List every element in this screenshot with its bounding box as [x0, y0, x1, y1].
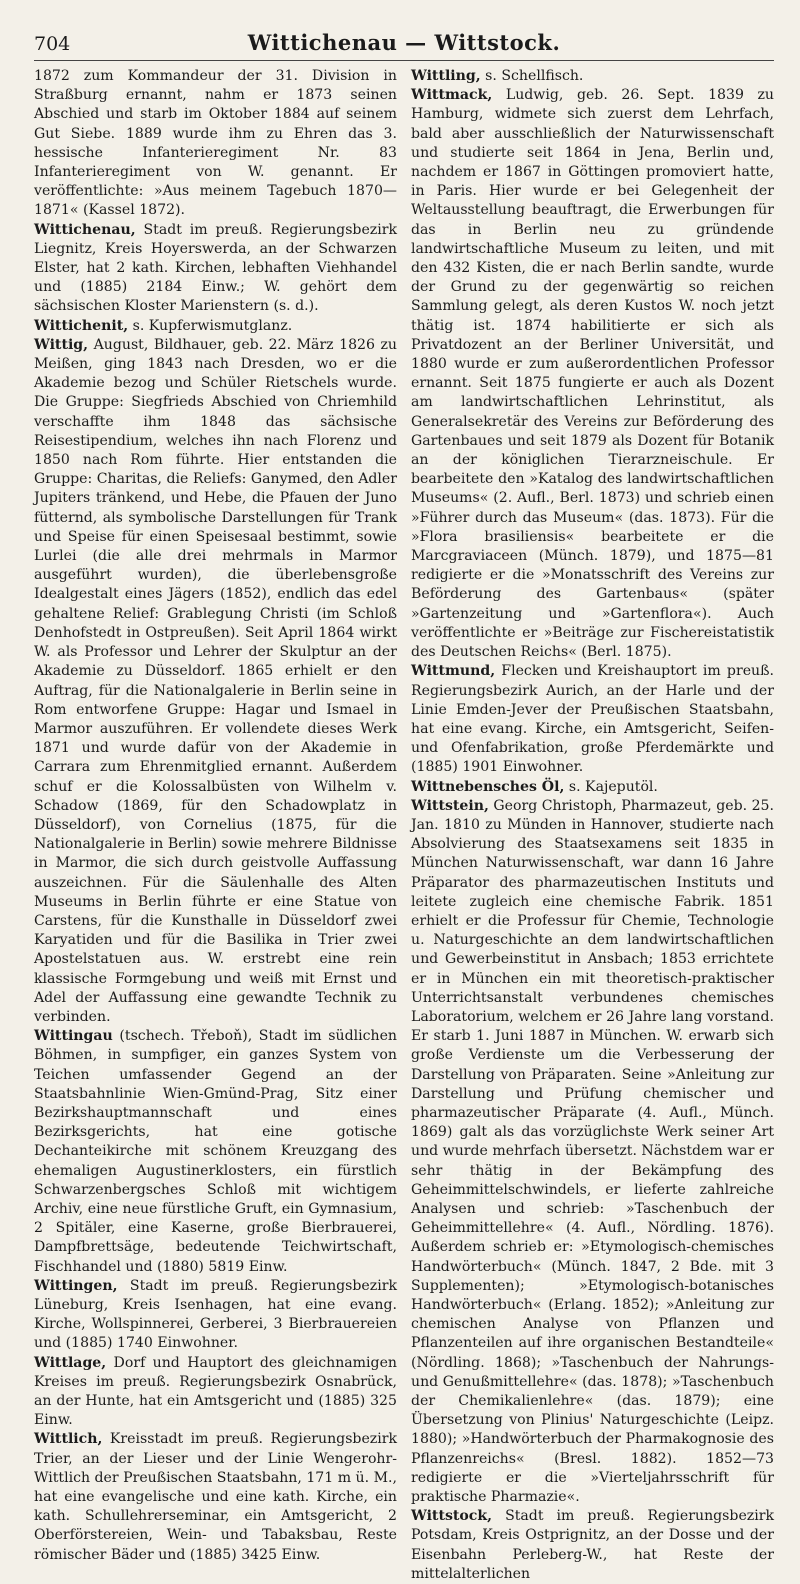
dictionary-entry [34, 1354, 397, 1431]
entry-text: (tschech. Třeboň), Stadt im südlichen Böhmen, in sumpfiger, ein ganzes System von Teichen umfassender Gegend an der Staatsbahnlinie Wien-Gmünd-Prag, Sitz einer Bezirkshauptmannschaft und eines Bezirksgerichts, hat eine gotische Dechanteikirche mit schönem Kreuzgang des ehemaligen Augustinerklosters, ein fürstlich Schwarzenbergsches Schloß mit wichtigem Archiv, eine neue fürstliche Gruft, ein Gymnasium, 2 Spitäler, eine Kaserne, große Bierbrauerei, Dampfbrettsäge, bedeutende Teichwirtschaft, Fischhandel und (1880) 5819 Einw. [34, 1028, 397, 1275]
running-head [34, 30, 774, 61]
entry-headword: Wittichenit, [34, 317, 129, 334]
entry-headword: Wittichenau, [34, 221, 136, 238]
entry-text: Dorf und Hauptort des gleichnamigen Kreises im preuß. Regierungsbezirk Osnabrück, an der Hunte, hat ein Amtsgericht und (1885) 325 Einw. [34, 1354, 397, 1429]
dictionary-entry [34, 1430, 397, 1564]
entry-headword: Wittmund, [411, 663, 496, 680]
page-number: 704 [34, 33, 71, 55]
dictionary-entry [34, 336, 397, 1027]
entry-headword: Wittmack, [411, 87, 493, 104]
entry-text: s. Kajeputöl. [568, 778, 658, 795]
dictionary-entry [411, 662, 774, 777]
dictionary-entry [411, 778, 774, 797]
left-column [34, 67, 397, 1584]
entry-headword: Wittling, [411, 68, 481, 84]
dictionary-entry [34, 67, 397, 221]
running-title: Wittichenau — Wittstock. [247, 30, 561, 55]
entry-headword: Wittlage, [34, 1354, 107, 1371]
entry-headword: Wittingau [34, 1028, 113, 1045]
entry-text: Stadt im preuß. Regierungsbezirk Lüneburg, Kreis Isenhagen, hat eine evang. Kirche, Wollspinnerei, Gerberei, 3 Bierbrauereien und (1885) 1740 Einwohner. [34, 1277, 397, 1352]
entry-text: s. Kupferwismutglanz. [132, 317, 293, 334]
entry-headword: Wittig, [34, 336, 89, 353]
entry-headword: Wittingen, [34, 1277, 118, 1294]
entry-headword: Wittstock, [411, 1508, 493, 1525]
entry-text: Kreisstadt im preuß. Regierungsbezirk Trier, an der Lieser und der Linie Wengerohr-Wittlich der Preußischen Staatsbahn, 171 m ü. M., hat eine evangelische und eine kath. Kirche, ein kath. Schullehrerseminar, ein Amtsgericht, 2 Oberförstereien, Wein- und Tabaksbau, Reste römischer Bäder und (1885) 3425 Einw. [34, 1431, 397, 1563]
dictionary-entry [411, 1507, 774, 1584]
entry-text: Flecken und Kreishauptort im preuß. Regierungsbezirk Aurich, an der Harle und der Linie Emden-Jever der Preußischen Staatsbahn, hat eine evang. Kirche, ein Amtsgericht, Seifen- und Ofenfabrikation, große Pferdemärkte und (1885) 1901 Einwohner. [411, 663, 775, 776]
entry-headword: Wittstein, [411, 797, 489, 814]
dictionary-entry [34, 1027, 397, 1277]
entry-headword: Wittlich, [34, 1431, 103, 1448]
entry-text: Ludwig, geb. 26. Sept. 1839 zu Hamburg, widmete sich zuerst dem Lehrfach, bald aber ausschließlich der Naturwissenschaft und studierte seit 1864 in Jena, Berlin und, nachdem er 1867 in Göttingen promoviert hatte, in Paris. Hier wurde er bei Gelegenheit der Weltausstellung beauftragt, die Erwerbungen für das in Berlin neu zu gründende landwirtschaftliche Museum zu leiten, und mit den 432 Kisten, die er nach Berlin sandte, wurde der Grund zu der gegenwärtig so reichen Sammlung gelegt, als deren Kustos W. noch jetzt thätig ist. 1874 habilitierte er sich als Privatdozent an der Berliner Universität, und 1880 wurde er zum außerordentlichen Professor ernannt. Seit 1875 fungierte er auch als Dozent am landwirtschaftlichen Lehrinstitut, als Generalsekretär des Vereins zur Beförderung des Gartenbaues und seit 1879 als Dozent für Botanik an der königlichen Tierarzneischule. Er bearbeitete den »Katalog des landwirtschaftlichen Museums« (2. Aufl., Berl. 1873) und schrieb einen »Führer durch das Museum« (das. 1873). Für die »Flora brasiliensis« bearbeitete er die Marcgraviaceen (Münch. 1879), und 1875—81 redigierte er die »Monatsschrift des Vereins zur Beförderung des Gartenbaus« (später »Gartenzeitung und »Gartenflora«). Auch veröffentlichte er »Beiträge zur Fischereistatistik des Deutschen Reichs« (Berl. 1875). [411, 87, 775, 661]
two-column-body [34, 67, 774, 1584]
entry-text: Georg Christoph, Pharmazeut, geb. 25. Jan. 1810 zu Münden in Hannover, studierte nach Absolvierung des Staatsexamens seit 1835 in München Naturwissenschaft, war dann 16 Jahre Präparator des pharmazeutischen Instituts und leitete zugleich eine chemische Fabrik. 1851 erhielt er die Professur für Chemie, Technologie u. Naturgeschichte an dem landwirtschaftlichen und Gewerbeinstitut in Ansbach; 1853 errichtete er in München ein mit theoretisch-praktischer Unterrichtsanstalt verbundenes chemisches Laboratorium, welchem er 26 Jahre lang vorstand. Er starb 1. Juni 1887 in München. W. erwarb sich große Verdienste um die Verbesserung der Darstellung von Präparaten. Seine »Anleitung zur Darstellung und Prüfung chemischer und pharmazeutischer Präparate (4. Aufl., Münch. 1869) galt als das vorzüglichste Werk seiner Art und wurde mehrfach übersetzt. Nächstdem war er sehr thätig in der Bekämpfung des Geheimmittelschwindels, er lieferte zahlreiche Analysen und schrieb: »Taschenbuch der Geheimmittellehre« (4. Aufl., Nördling. 1876). Außerdem schrieb er: »Etymologisch-chemisches Handwörterbuch« (Münch. 1847, 2 Bde. mit 3 Supplementen); »Etymologisch-botanisches Handwörterbuch« (Erlang. 1852); »Anleitung zur chemischen Analyse von Pflanzen und Pflanzenteilen auf ihre organischen Bestandteile« (Nördling. 1868); »Taschenbuch der Nahrungs- und Genußmittellehre« (das. 1878); »Taschenbuch der Chemikalienlehre« (das. 1879); eine Übersetzung von Plinius' Naturgeschichte (Leipz. 1880); »Handwörterbuch der Pharmakognosie des Pflanzenreichs« (Bresl. 1882). 1852—73 redigierte er die »Vierteljahrsschrift für praktische Pharmazie«. [411, 797, 774, 1506]
dictionary-entry [34, 317, 397, 336]
dictionary-entry [411, 67, 774, 86]
dictionary-entry [411, 86, 774, 662]
entry-text: 1872 zum Kommandeur der 31. Division in Straßburg ernannt, nahm er 1873 seinen Abschied und starb im Oktober 1884 auf seinem Gut Siebe. 1889 wurde ihm zu Ehren das 3. hessische Infanterieregiment Nr. 83 Infanterieregiment von W. genannt. Er veröffentlichte: »Aus meinem Tagebuch 1870—1871« (Kassel 1872). [34, 68, 397, 219]
right-column [411, 67, 774, 1584]
entry-text: August, Bildhauer, geb. 22. März 1826 zu Meißen, ging 1843 nach Dresden, wo er die Akademie bezog und Schüler Rietschels wurde. Die Gruppe: Siegfrieds Abschied von Chriemhild verschaffte ihm 1848 das sächsische Reisestipendium, welches ihn nach Florenz und 1850 nach Rom führte. Hier entstanden die Gruppe: Charitas, die Reliefs: Ganymed, den Adler Jupiters tränkend, und Hebe, die Pfauen der Juno fütternd, als symbolische Darstellungen für Trank und Speise für einen Speisesaal bestimmt, sowie Lurlei (die alle drei mehrmals in Marmor ausgeführt wurden), die überlebensgroße Idealgestalt eines Jägers (1852), endlich das edel gehaltene Relief: Grablegung Christi (im Schloß Denhofstedt in Ostpreußen). Seit April 1864 wirkt W. als Professor und Lehrer der Skulptur an der Akademie zu Düsseldorf. 1865 erhielt er den Auftrag, für die Nationalgalerie in Berlin seine in Rom entworfene Gruppe: Hagar und Ismael in Marmor auszuführen. Er vollendete dieses Werk 1871 und wurde dafür von der Akademie in Carrara zum Ehrenmitglied ernannt. Außerdem schuf er die Kolossalbüsten von Wilhelm v. Schadow (1869, für den Schadowplatz in Düsseldorf), von Cornelius (1875, für die Nationalgalerie in Berlin) sowie mehrere Bildnisse in Marmor, die sich durch geistvolle Auffassung auszeichnen. Für die Säulenhalle des Alten Museums in Berlin führte er eine Statue von Carstens, für die Kunsthalle in Düsseldorf zwei Karyatiden und für die Basilika in Trier zwei Apostelstatuen aus. W. erstrebt eine rein klassische Formgebung und weiß mit Ernst und Adel der Auffassung eine gewandte Technik zu verbinden. [34, 336, 397, 1025]
dictionary-entry [411, 797, 774, 1508]
entry-text: Stadt im preuß. Regierungsbezirk Potsdam, Kreis Ostprignitz, an der Dosse und der Eisenbahn Perleberg-W., hat Reste der mittelalterlichen [411, 1508, 774, 1582]
dictionary-entry [34, 1277, 397, 1354]
entry-text: s. Schellfisch. [485, 68, 584, 84]
dictionary-entry [34, 221, 397, 317]
entry-text: Stadt im preuß. Regierungsbezirk Liegnitz, Kreis Hoyerswerda, an der Schwarzen Elster, hat 2 kath. Kirchen, lebhaften Viehhandel und (1885) 2184 Einw.; W. gehört dem sächsischen Kloster Marienstern (s. d.). [34, 221, 397, 315]
entry-headword: Wittnebensches Öl, [411, 778, 565, 795]
